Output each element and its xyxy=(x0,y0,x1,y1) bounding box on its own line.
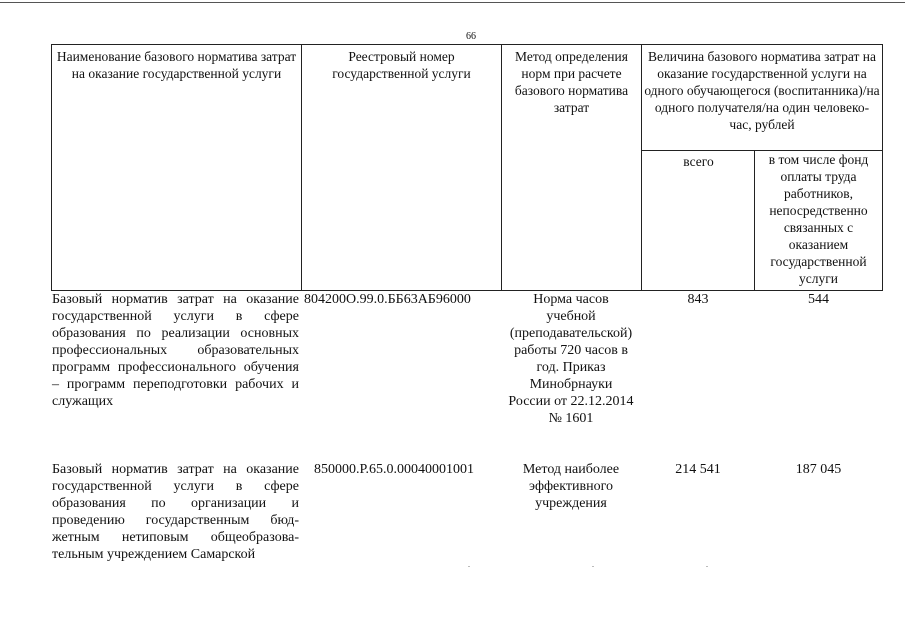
header-method xyxy=(501,44,641,291)
row-name: Базовый норматив затрат на оказание государственной услуги в сфере образования по организации и проведению государственным бюд-жетным нетиповым общеобразова-тельным учреждением Самарской xyxy=(52,462,299,562)
row-method: Метод наиболее эффективного учреждения xyxy=(522,462,620,511)
header-method-text: Метод определения норм при расчете базового норматива затрат xyxy=(514,49,629,115)
scan-artifact xyxy=(592,566,594,567)
header-registry xyxy=(301,44,501,291)
header-total xyxy=(641,150,755,291)
row-registry: 804200О.99.0.ББ63АБ96000 xyxy=(304,292,471,307)
header-value-group-text: Величина базового норматива затрат на оказание государственной услуги на одного обучающегося (воспитанника)/на одного получателя/на один человеко-час, рублей xyxy=(644,49,880,132)
row-fund: 544 xyxy=(808,292,829,307)
row-total: 843 xyxy=(687,292,709,307)
row-registry: 850000.Р.65.0.00040001001 xyxy=(314,462,475,477)
page-number: 66 xyxy=(466,31,476,42)
header-name xyxy=(51,44,301,291)
header-total-text: всего xyxy=(683,154,714,169)
row-name: Базовый норматив затрат на оказание государственной услуги в сфере образования по реализации основных профессиональных образовательных программ профессионального обучения – программ переподготовки рабочих и служащих xyxy=(52,292,299,409)
page-top-border xyxy=(0,2,905,3)
row-method: Норма часов учебной (преподавательской) работы 720 часов в год. Приказ Минобрнауки России от 22.12.2014 № 1601 xyxy=(508,292,634,426)
scan-artifact xyxy=(706,566,708,567)
scan-artifact xyxy=(468,566,470,567)
header-fund xyxy=(754,150,883,291)
header-value-group xyxy=(641,44,883,151)
header-registry-text: Реестровый номер государственной услуги xyxy=(332,49,471,81)
row-fund: 187 045 xyxy=(795,462,842,477)
header-name-text: Наименование базового норматива затрат на оказание государственной услуги xyxy=(56,49,297,81)
row-total: 214 541 xyxy=(675,462,721,477)
header-fund-text: в том числе фонд оплаты труда работников, непосредственно связанных с оказанием государственной услуги xyxy=(768,152,869,286)
